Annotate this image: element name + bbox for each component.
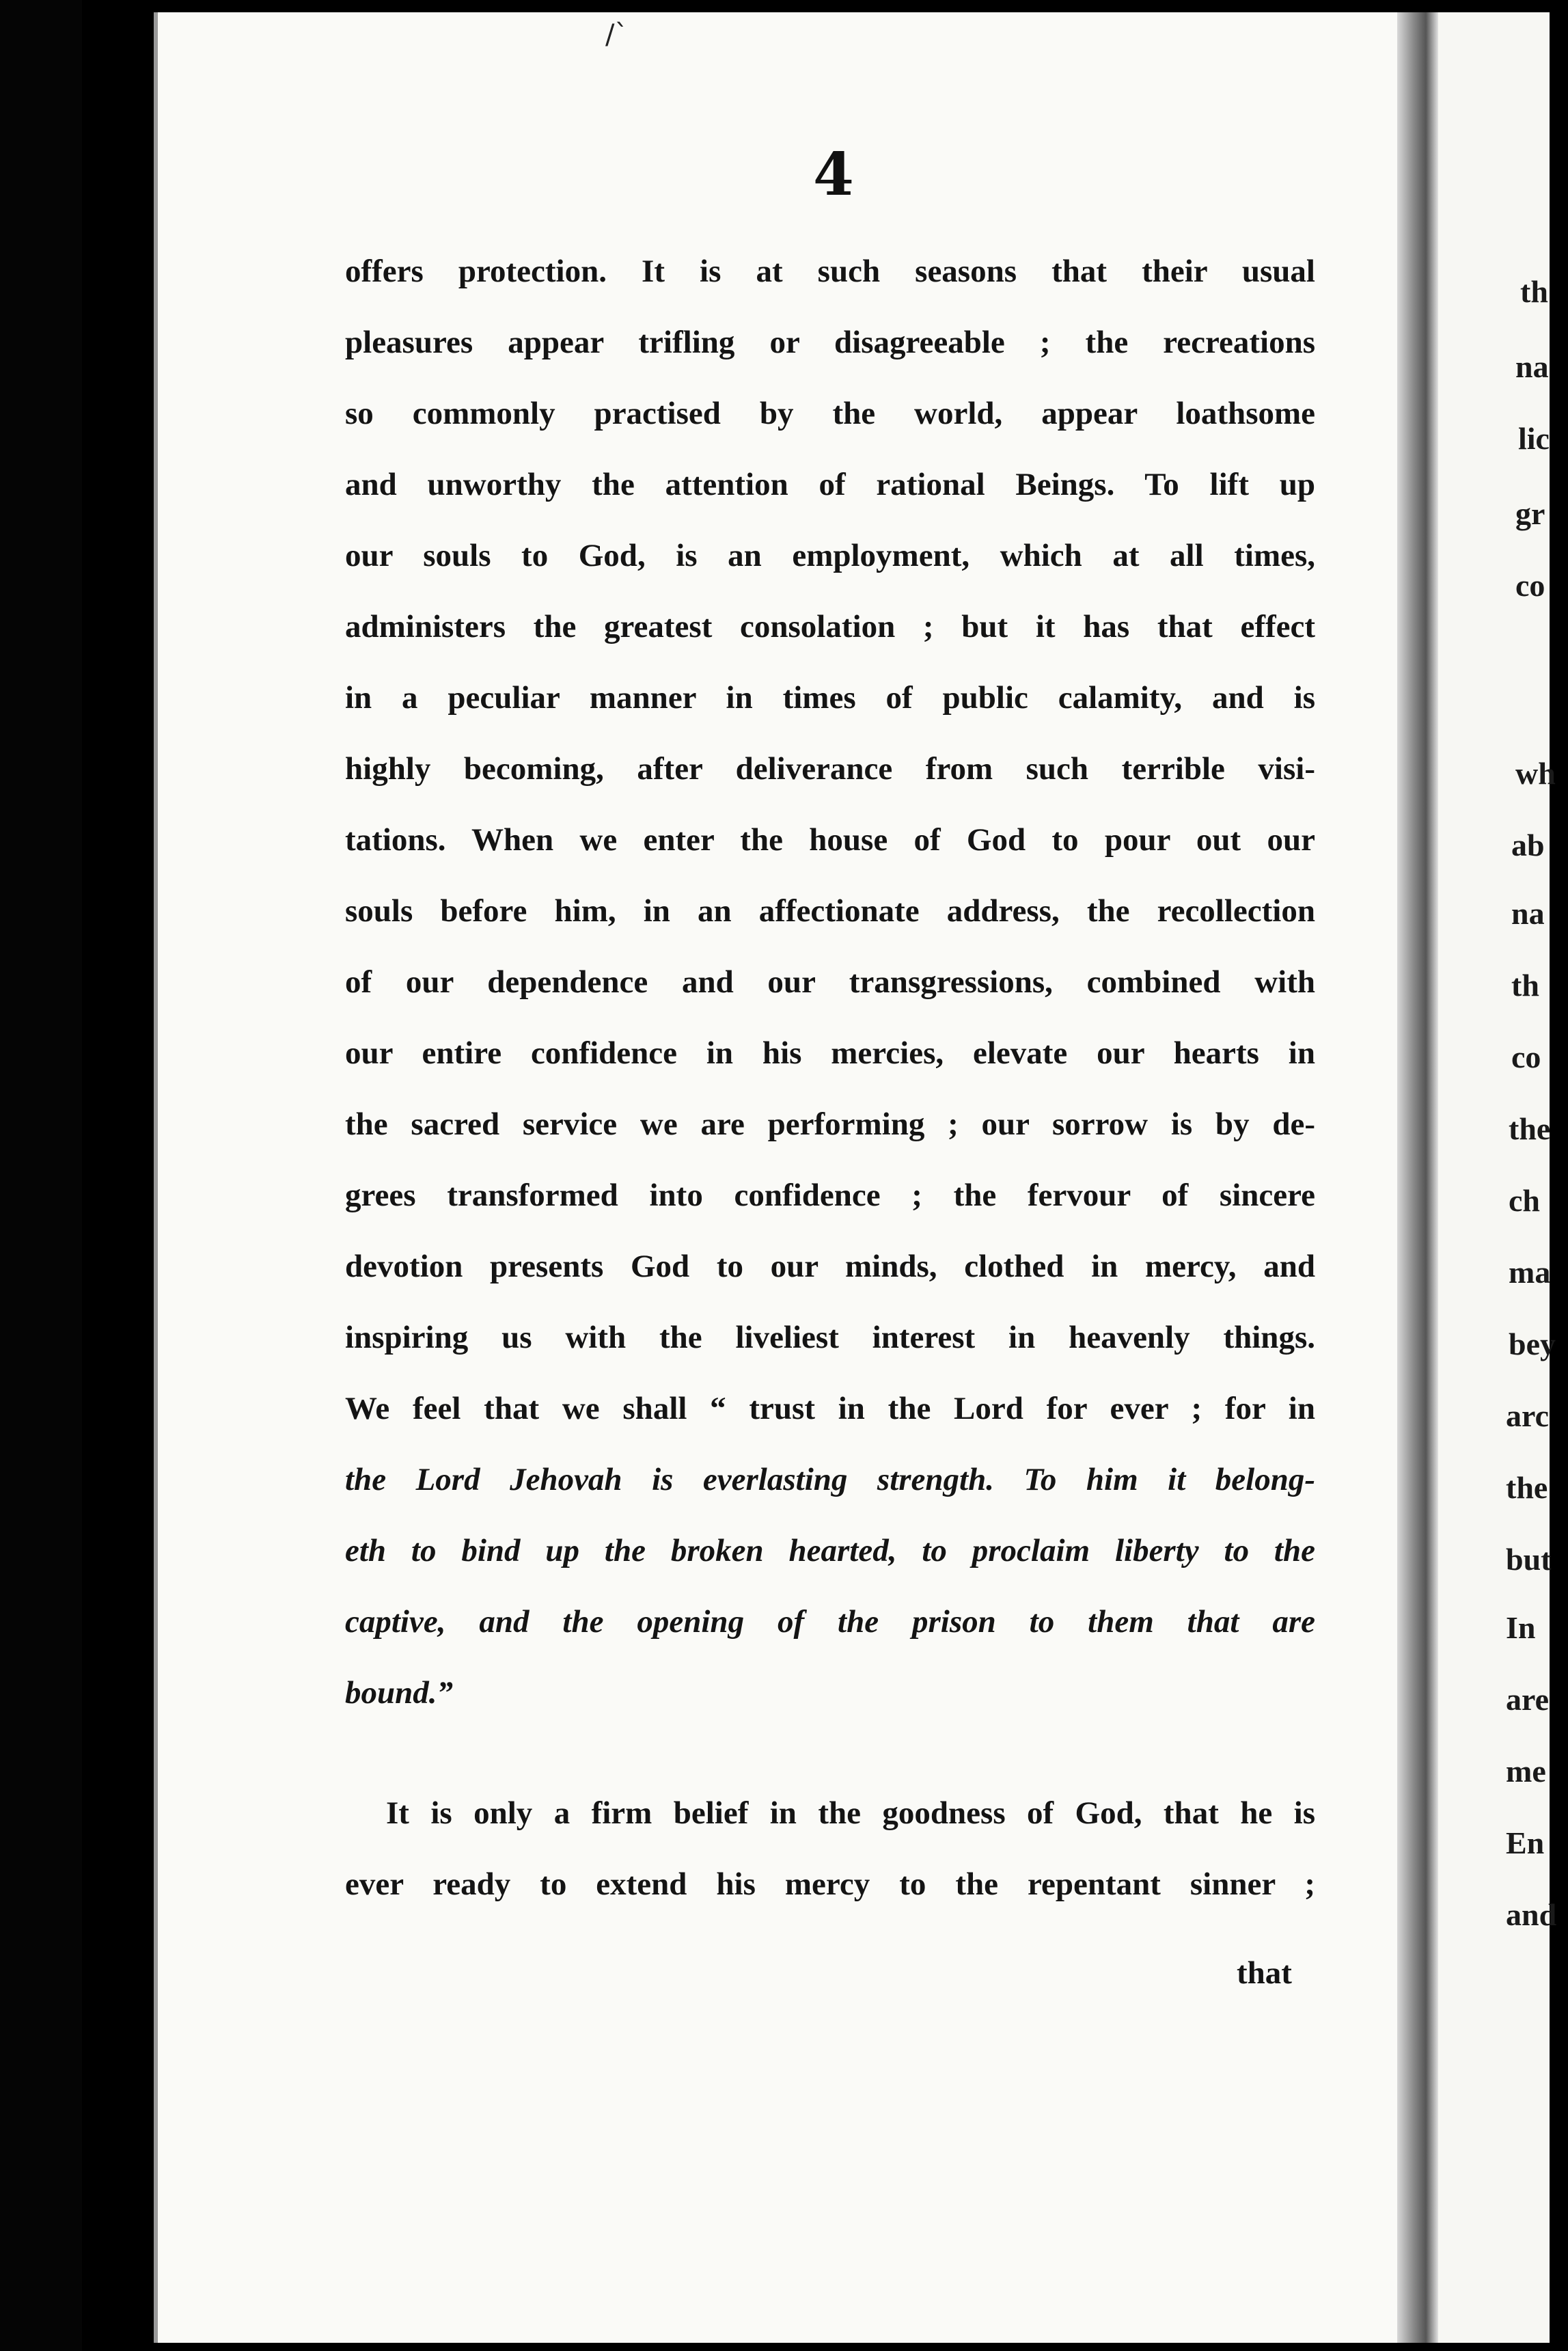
scan-border-left — [0, 0, 82, 2351]
adjacent-page-fragment: th — [1511, 968, 1539, 1003]
gutter-shadow — [1397, 12, 1438, 2343]
text-line: inspiring us with the liveliest interest in heavenly things. — [345, 1320, 1315, 1355]
adjacent-page-fragment: En — [1506, 1825, 1545, 1860]
adjacent-page-fragment: In — [1506, 1610, 1536, 1645]
adjacent-page-fragment: ma — [1509, 1255, 1551, 1290]
adjacent-page-fragment: ch — [1509, 1183, 1540, 1218]
scripture-quote-line: eth to bind up the broken hearted, to proclaim liberty to the — [345, 1533, 1315, 1568]
adjacent-page-fragment: are — [1506, 1682, 1550, 1717]
text-line: tations. When we enter the house of God to pour out our — [345, 822, 1315, 858]
adjacent-page-fragment: gr — [1515, 496, 1545, 531]
text-line: devotion presents God to our minds, clothed in mercy, and — [345, 1249, 1315, 1284]
top-ink-mark: /` — [605, 19, 629, 51]
scripture-quote-line: the Lord Jehovah is everlasting strength. To him it belong- — [345, 1462, 1315, 1497]
adjacent-page-fragment: ab — [1511, 828, 1545, 862]
text-line: our entire confidence in his mercies, elevate our hearts in — [345, 1035, 1315, 1071]
text-line: highly becoming, after deliverance from such terrible visi- — [345, 751, 1315, 787]
adjacent-page-fragment: na — [1511, 896, 1545, 931]
adjacent-page-fragment: arc — [1506, 1398, 1550, 1433]
adjacent-page-fragment: th — [1520, 274, 1548, 309]
body-text — [345, 236, 1315, 1920]
page-number: 4 — [813, 140, 854, 209]
adjacent-page-fragment: but — [1506, 1542, 1552, 1577]
adjacent-page-fragment: bey — [1509, 1327, 1556, 1361]
catchword: that — [1237, 1955, 1292, 1991]
scripture-quote-line: bound.” — [345, 1675, 454, 1711]
adjacent-page-fragment: and — [1506, 1897, 1557, 1932]
adjacent-page-fragment: the — [1506, 1470, 1548, 1505]
text-line: ever ready to extend his mercy to the repentant sinner ; — [345, 1866, 1315, 1902]
adjacent-page-fragment: co — [1511, 1039, 1541, 1074]
paragraph-break — [345, 1728, 1315, 1778]
scripture-quote-line: captive, and the opening of the prison to them that are — [345, 1604, 1315, 1640]
text-line: and unworthy the attention of rational Beings. To lift up — [345, 467, 1315, 502]
adjacent-page-fragment: me — [1506, 1754, 1546, 1789]
adjacent-page-fragment: lic — [1518, 421, 1550, 456]
text-line: We feel that we shall “ trust in the Lord for ever ; for in — [345, 1391, 1315, 1426]
text-line: the sacred service we are performing ; our sorrow is by de- — [345, 1106, 1315, 1142]
adjacent-page-fragment: na — [1515, 349, 1549, 384]
text-line: It is only a firm belief in the goodness of God, that he is — [386, 1795, 1315, 1831]
adjacent-page-fragment: the — [1509, 1111, 1551, 1146]
text-line: offers protection. It is at such seasons that their usual — [345, 254, 1315, 289]
adjacent-page-fragment: wh — [1515, 756, 1556, 791]
text-line: grees transformed into confidence ; the fervour of sincere — [345, 1178, 1315, 1213]
adjacent-page-fragment: co — [1515, 568, 1545, 603]
text-line: souls before him, in an affectionate address, the recollection — [345, 893, 1315, 929]
text-line: of our dependence and our transgressions, combined with — [345, 964, 1315, 1000]
text-line: in a peculiar manner in times of public calamity, and is — [345, 680, 1315, 716]
text-line: pleasures appear trifling or disagreeable ; the recreations — [345, 325, 1315, 360]
text-line: so commonly practised by the world, appear loathsome — [345, 396, 1315, 431]
text-line: our souls to God, is an employment, which at all times, — [345, 538, 1315, 573]
text-line: administers the greatest consolation ; but it has that effect — [345, 609, 1315, 644]
